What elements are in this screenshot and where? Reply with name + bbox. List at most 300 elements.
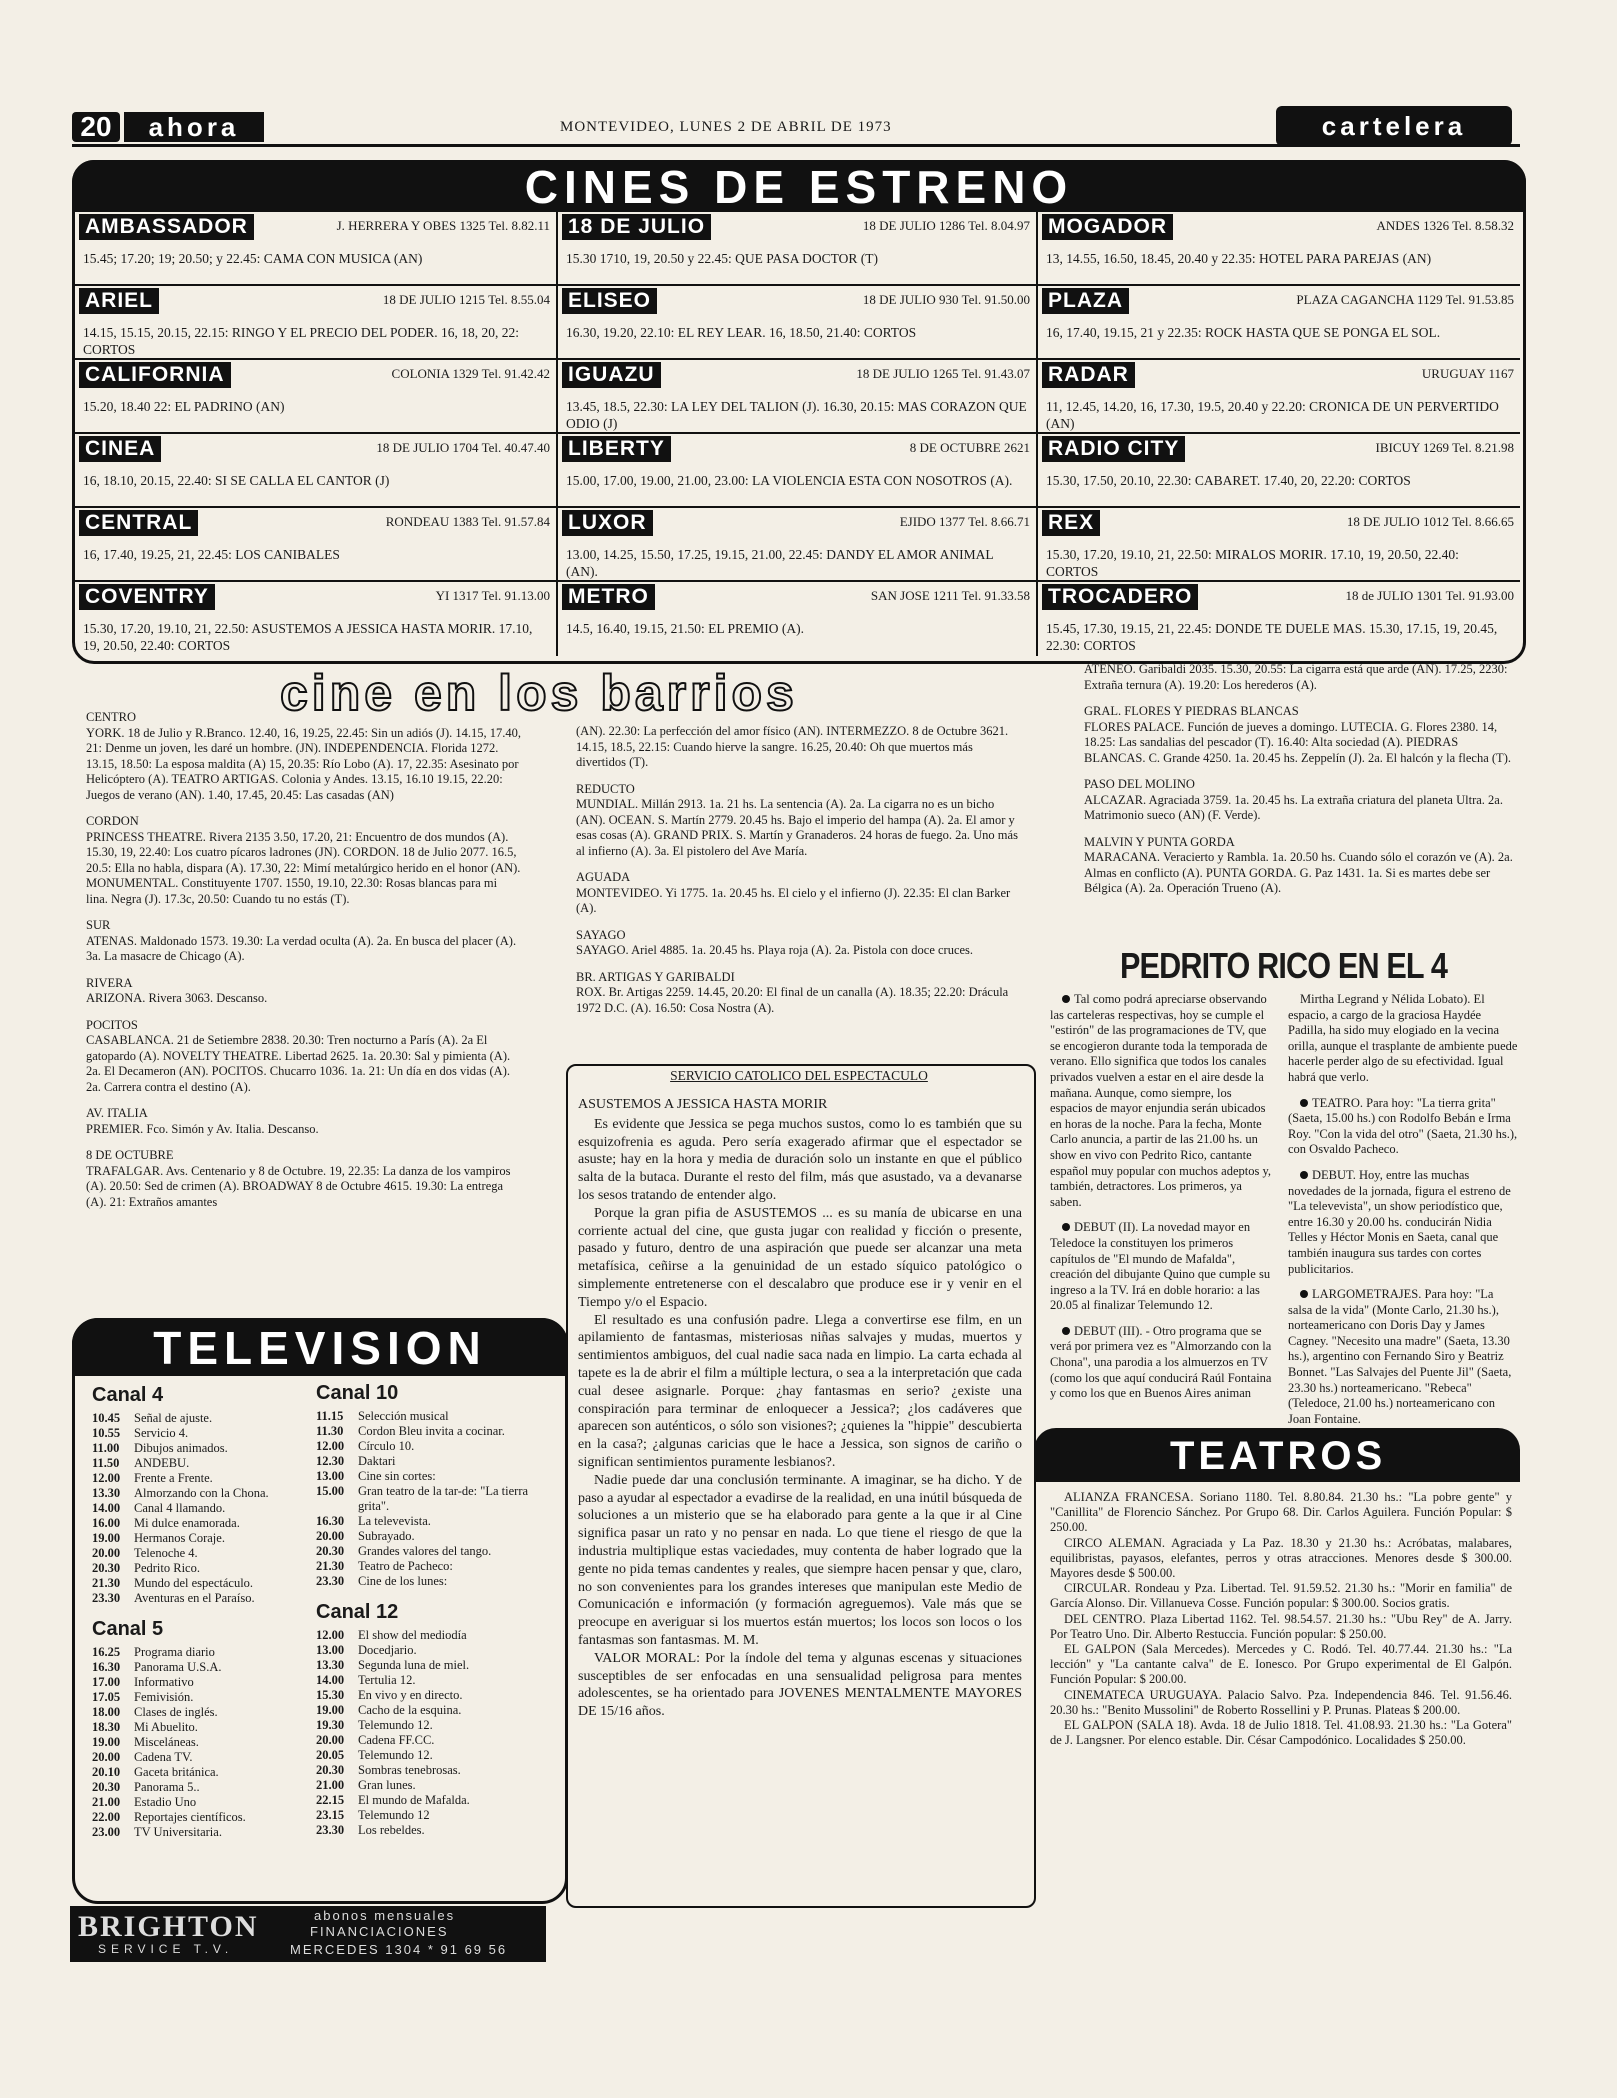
- cinema-name: ARIEL: [79, 288, 159, 314]
- barrio-listings: (AN). 22.30: La perfección del amor físico (AN). INTERMEZZO. 8 de Octubre 3621. 14.15, 18.5, 22.15: Cuando hierve la sangre. 16.25, 20.40: Oh que muertos más divertidos (T).: [576, 724, 1009, 769]
- tv-time: 22.00: [92, 1810, 121, 1824]
- tv-program: Hermanos Coraje.: [134, 1531, 225, 1545]
- tv-program: Cadena TV.: [134, 1750, 193, 1764]
- tv-time: 20.00: [92, 1750, 121, 1764]
- pedrito-text: DEBUT (III). - Otro programa que se verá por primera vez es "Almorzando con la Chona", una parodia a los almuerzos en TV (como los que aquí conducirá Raúl Fontaina y como los que en Buenos Aires animan: [1050, 1323, 1272, 1401]
- tv-program-row: [316, 1409, 552, 1424]
- tv-program-row: [92, 1675, 302, 1690]
- cinema-address: IBICUY 1269 Tel. 8.21.98: [1375, 440, 1514, 455]
- tv-program: Misceláneas.: [134, 1735, 199, 1749]
- cinema-showtimes: 15.30, 17.20, 19.10, 21, 22.50: MIRALOS MORIR. 17.10, 19, 20.50, 22.40: CORTOS: [1046, 547, 1459, 579]
- tv-program: Gaceta británica.: [134, 1765, 219, 1779]
- tv-time: 23.00: [92, 1825, 121, 1839]
- tv-program-row: [92, 1591, 302, 1606]
- brighton-name: BRIGHTON: [78, 1910, 259, 1943]
- barrio-entry: [86, 1106, 522, 1137]
- tv-column-left: [92, 1380, 302, 1840]
- brighton-sub: SERVICE T.V.: [98, 1942, 234, 1956]
- barrios-title: cine en los barrios: [280, 665, 798, 721]
- cinema-cell: [75, 508, 558, 582]
- barrio-listings: ATENAS. Maldonado 1573. 19.30: La verdad oculta (A). 2a. En busca del placer (A). 3a. La masacre de Chicago (A).: [86, 933, 517, 963]
- barrio-entry: [576, 724, 1020, 771]
- cinema-cell: [75, 434, 558, 508]
- tv-program-row: [92, 1780, 302, 1795]
- tv-time: 11.30: [316, 1424, 344, 1438]
- tv-time: 13.30: [316, 1658, 345, 1672]
- pedrito-column-left: [1050, 992, 1274, 1412]
- cinema-address: RONDEAU 1383 Tel. 91.57.84: [385, 514, 550, 529]
- barrio-listings: YORK. 18 de Julio y R.Branco. 12.40, 16, 19.25, 22.45: Sin un adiós (J). 14.15, 17.40, 21: Denme un joven, les daré un hombre. (JN). INDEPENDENCIA. Florida 1272. 13.15, 18.50: La esposa maldita (A) 15, 20.35: Río Lobo (A). 17, 22.35: Asesinato por Helicóptero (A). TEATRO ARTIGAS. Colonia y Andes. 13.15, 16.10 19.15, 22.20: Juegos de verano (AN). 1.40, 17.45, 20.45: Las casadas (AN): [86, 725, 522, 802]
- tv-program: Dibujos animados.: [134, 1441, 228, 1455]
- cinema-cell: [75, 360, 558, 434]
- tv-time: 16.30: [92, 1660, 121, 1674]
- tv-program: Programa diario: [134, 1645, 215, 1659]
- cinema-address: J. HERRERA Y OBES 1325 Tel. 8.82.11: [336, 218, 550, 233]
- cinema-name: CENTRAL: [79, 510, 198, 536]
- cinema-name: TROCADERO: [1042, 584, 1198, 610]
- estreno-title: CINES DE ESTRENO: [72, 160, 1526, 212]
- barrio-heading: MALVIN Y PUNTA GORDA: [1084, 834, 1235, 849]
- tv-program-row: [316, 1673, 552, 1688]
- tv-program: Daktari: [358, 1454, 396, 1468]
- cinema-cell: [558, 508, 1038, 582]
- cinema-name: IGUAZU: [562, 362, 661, 388]
- cinema-address: 18 DE JULIO 1286 Tel. 8.04.97: [862, 218, 1030, 233]
- cinema-showtimes: 15.30, 17.20, 19.10, 21, 22.50: ASUSTEMOS A JESSICA HASTA MORIR. 17.10, 19, 20.50, 22.40: CORTOS: [83, 621, 533, 653]
- tv-time: 17.05: [92, 1690, 121, 1704]
- barrios-column-3: [1084, 662, 1520, 908]
- catolico-paragraph: El resultado es una confusión padre. Llega a convertirse ese film, en un apilamiento de fantasmas, misteriosas niñas salvajes y mudas, muertos y sentimientos ambiguos, del cual nadie saca nada en limpio. La carta echada al tapete es la de abrir el film a múltiple lectura, o sea a la interpretación que cada cual desee asignarle. Porque: ¿hay fantasmas en serio? ¿existe una conspiración para terminar de enloquecer a Jessica?; ¿los cadáveres que aparecen son auténticos, o sólo son visiones?; ¿quienes la "hippie" descubierta en la casa?; ¿algunas caricias que le hace a Jessica, son signos de cariño o significan sentimientos puramente lesbianos?.: [578, 1312, 1022, 1470]
- pedrito-paragraph: [1050, 992, 1274, 1210]
- tv-program: Mi dulce enamorada.: [134, 1516, 240, 1530]
- bullet-icon: [1300, 1290, 1308, 1298]
- barrio-entry: [1084, 777, 1520, 824]
- cinema-cell: [1038, 508, 1520, 582]
- tv-program-row: [92, 1795, 302, 1810]
- bullet-icon: [1300, 1171, 1308, 1179]
- teatros-list: [1050, 1490, 1512, 1748]
- tv-program-row: [92, 1735, 302, 1750]
- cinema-address: 18 DE JULIO 1012 Tel. 8.66.65: [1346, 514, 1514, 529]
- tv-program-row: [316, 1529, 552, 1544]
- barrio-listings: FLORES PALACE. Función de jueves a domingo. LUTECIA. G. Flores 2380. 14, 18.25: Las sandalias del pescador (T). 16.40: Alta sociedad (A). PIEDRAS BLANCAS. C. Grande 4250. 1a. 20.45 hs. Zeppelín (J). 2a. El halcón y la flecha (T).: [1084, 719, 1511, 765]
- barrio-heading: CENTRO: [86, 710, 136, 724]
- tv-program: Telemundo 12.: [358, 1718, 433, 1732]
- tv-program-row: [316, 1733, 552, 1748]
- pedrito-text: TEATRO. Para hoy: "La tierra grita" (Saeta, 15.00 hs.) con Rodolfo Bebán e Irma Roy. "Con la vida del otro" (Saeta, 21.30 hs.), con Osvaldo Pacheco.: [1288, 1095, 1518, 1157]
- tv-time: 16.30: [316, 1514, 345, 1528]
- barrio-entry: [1084, 704, 1520, 766]
- cinema-address: YI 1317 Tel. 91.13.00: [435, 588, 550, 603]
- tv-program: Segunda luna de miel.: [358, 1658, 470, 1672]
- cinema-cell: [1038, 434, 1520, 508]
- tv-program: Clases de inglés.: [134, 1705, 218, 1719]
- teatro-entry: CIRCO ALEMAN. Agraciada y La Paz. 18.30 y 21.30 hs.: Acróbatas, malabares, equilibristas, payasos, elefantes, perros y otras atracciones. Menores desde $ 300.00. Mayores desde $ 500.00.: [1050, 1535, 1512, 1581]
- tv-time: 13.30: [92, 1486, 121, 1500]
- barrio-heading: GRAL. FLORES Y PIEDRAS BLANCAS: [1084, 704, 1299, 718]
- tv-program: Gran lunes.: [358, 1778, 416, 1792]
- tv-program: TV Universitaria.: [134, 1825, 222, 1839]
- tv-program-row: [316, 1703, 552, 1718]
- cinema-name: COVENTRY: [79, 584, 215, 610]
- issue-date: MONTEVIDEO, LUNES 2 DE ABRIL DE 1973: [560, 119, 892, 135]
- tv-program-row: [316, 1793, 552, 1808]
- canal12-heading: Canal 12: [316, 1601, 399, 1623]
- tv-program-row: [316, 1514, 552, 1529]
- tv-time: 20.30: [316, 1763, 345, 1777]
- tv-program-row: [92, 1546, 302, 1561]
- cinema-address: PLAZA CAGANCHA 1129 Tel. 91.53.85: [1296, 292, 1514, 307]
- pedrito-paragraph: [1288, 992, 1518, 1086]
- tv-time: 21.00: [92, 1795, 121, 1809]
- pedrito-paragraph: [1050, 1324, 1274, 1402]
- tv-program: Informativo: [134, 1675, 194, 1689]
- tv-program: Señal de ajuste.: [134, 1411, 213, 1425]
- tv-time: 16.25: [92, 1645, 121, 1659]
- cinema-showtimes: 15.45; 17.20; 19; 20.50; y 22.45: CAMA CON MUSICA (AN): [83, 251, 423, 266]
- tv-program: Los rebeldes.: [358, 1823, 425, 1837]
- tv-program-row: [316, 1823, 552, 1838]
- bullet-icon: [1062, 1223, 1070, 1231]
- tv-time: 19.00: [316, 1703, 345, 1717]
- tv-time: 17.00: [92, 1675, 121, 1689]
- tv-program-row: [316, 1658, 552, 1673]
- tv-program-row: [92, 1645, 302, 1660]
- barrio-entry: [86, 710, 522, 803]
- barrio-entry: [576, 928, 1020, 959]
- pedrito-text: DEBUT (II). La novedad mayor en Teledoce la constituyen los primeros capítulos de "El mundo de Mafalda", creación del dibujante Quino que cumple su ingreso a la TV. Irá en doble horario: a las 20.05 al finalizar Telemundo 12.: [1050, 1220, 1271, 1313]
- cinema-name: REX: [1042, 510, 1100, 536]
- catolico-paragraph: VALOR MORAL: Por la índole del tema y algunas escenas y situaciones susceptibles de ser enfocadas en una sensualidad peligrosa para mentes adolescentes, se ha orientado para JOVENES MENTALMENTE MAYORES DE 15/16 años.: [578, 1650, 1022, 1720]
- tv-program-row: [316, 1469, 552, 1484]
- catolico-paragraphs: [578, 1116, 1022, 1721]
- tv-time: 20.30: [92, 1561, 121, 1575]
- tv-time: 18.30: [92, 1720, 121, 1734]
- barrio-entry: [576, 970, 1020, 1017]
- tv-program: Telemundo 12.: [358, 1748, 433, 1762]
- cinema-showtimes: 13, 14.55, 16.50, 18.45, 20.40 y 22.35: HOTEL PARA PAREJAS (AN): [1046, 251, 1432, 266]
- header-rule: [72, 144, 1520, 147]
- barrio-listings: MARACANA. Veracierto y Rambla. 1a. 20.50 hs. Cuando sólo el corazón ve (A). 2a. Almas en conflicto (A). PUNTA GORDA. G. Paz 1431. 1a. Si es martes debe ser Bélgica (A). 2a. Operación Trueno (A).: [1084, 850, 1513, 895]
- tv-time: 19.30: [316, 1718, 345, 1732]
- barrio-entry: [86, 976, 522, 1007]
- tv-program-row: [92, 1765, 302, 1780]
- barrio-listings: ROX. Br. Artigas 2259. 14.45, 20.20: El final de un canalla (A). 18.35; 22.20: Drácula 1972 D.C. (A). 16.50: Cosa Nostra (A).: [576, 985, 1009, 1015]
- tv-time: 23.30: [92, 1591, 121, 1605]
- canal5-list: [92, 1645, 302, 1840]
- cinema-cell: [558, 582, 1038, 656]
- brighton-line-2: FINANCIACIONES: [310, 1924, 449, 1939]
- tv-time: 20.00: [92, 1546, 121, 1560]
- tv-column-right: [316, 1378, 552, 1838]
- tv-program: Aventuras en el Paraíso.: [134, 1591, 255, 1605]
- cinema-address: 18 DE JULIO 1704 Tel. 40.47.40: [376, 440, 550, 455]
- barrio-entry: [576, 782, 1020, 860]
- pedrito-text: Tal como podrá apreciarse observando las carteleras respectivas, hoy se cumple el "estirón" de las programaciones de TV, que se encogieron durante toda la temporada de verano. Ello significa que todos los canales privados vuelven a estar en el aire desde la mañana. Aunque, como siempre, los espacios de mayor enjundia serán ubicados en horas de la noche. Para la fecha, Monte Carlo anuncia, a partir de las 21.00 hs. un show en vivo con Pedrito Rico, cantante español muy popular con muchos adeptos y, también, detractores. Los primeros, ya saben.: [1050, 992, 1272, 1209]
- tv-program-row: [316, 1544, 552, 1559]
- barrio-entry: [86, 1018, 522, 1096]
- tv-program: Reportajes científicos.: [134, 1810, 246, 1824]
- cinema-name: RADIO CITY: [1042, 436, 1185, 462]
- tv-time: 14.00: [316, 1673, 345, 1687]
- tv-program: Cordon Bleu invita a cocinar.: [358, 1424, 505, 1438]
- tv-time: 13.00: [316, 1643, 345, 1657]
- tv-program: Cine sin cortes:: [358, 1469, 436, 1483]
- cinema-address: SAN JOSE 1211 Tel. 91.33.58: [870, 588, 1030, 603]
- tv-program-row: [92, 1501, 302, 1516]
- tv-program: Docedjario.: [358, 1643, 417, 1657]
- tv-program-row: [92, 1516, 302, 1531]
- barrio-heading: 8 DE OCTUBRE: [86, 1148, 174, 1162]
- tv-time: 23.15: [316, 1808, 345, 1822]
- canal12-list: [316, 1628, 552, 1838]
- cinema-name: PLAZA: [1042, 288, 1129, 314]
- tv-program-row: [316, 1628, 552, 1643]
- canal10-list: [316, 1409, 552, 1589]
- cinema-showtimes: 16.30, 19.20, 22.10: EL REY LEAR. 16, 18.50, 21.40: CORTOS: [566, 325, 917, 340]
- tv-time: 12.30: [316, 1454, 345, 1468]
- cinema-name: CALIFORNIA: [79, 362, 231, 388]
- television-title: TELEVISION: [72, 1318, 568, 1376]
- cinema-address: EJIDO 1377 Tel. 8.66.71: [899, 514, 1030, 529]
- cinema-showtimes: 15.30 1710, 19, 20.50 y 22.45: QUE PASA DOCTOR (T): [566, 251, 879, 266]
- tv-program-row: [316, 1643, 552, 1658]
- teatro-entry: ALIANZA FRANCESA. Soriano 1180. Tel. 8.80.84. 21.30 hs.: "La pobre gente" y "Canillita" de Florencio Sánchez. Por Grupo 68. Dir. Carlos Aguilera. Función Popular: $ 250.00.: [1050, 1490, 1512, 1535]
- tv-time: 10.45: [92, 1411, 121, 1425]
- barrio-listings: PRINCESS THEATRE. Rivera 2135 3.50, 17.20, 21: Encuentro de dos mundos (A). 15.30, 19, 22.40: Los cuatro pícaros ladrones (JN). CORDON. 18 de Julio 2077. 16.5, 20.5: Ella no habla, dispara (A). 17.30, 22: Mimí metalúrgico herido en el honor (AN). MONUMENTAL. Constituyente 1707. 1550, 19.10, 22.30: Rosas blancas para mi lina. Negra (J). 17.3c, 20.50: Cuando tu no estás (T).: [86, 829, 521, 906]
- cinema-address: URUGUAY 1167: [1421, 366, 1514, 381]
- cinema-showtimes: 14.5, 16.40, 19.15, 21.50: EL PREMIO (A).: [566, 621, 804, 636]
- tv-program-row: [316, 1559, 552, 1574]
- cinema-showtimes: 15.30, 17.50, 20.10, 22.30: CABARET. 17.40, 20, 22.20: CORTOS: [1046, 473, 1411, 488]
- barrio-listings: ARIZONA. Rivera 3063. Descanso.: [86, 991, 268, 1005]
- tv-time: 20.10: [92, 1765, 121, 1779]
- tv-program: Panorama 5..: [134, 1780, 200, 1794]
- pedrito-title: PEDRITO RICO EN EL 4: [1120, 945, 1448, 986]
- barrio-heading: SUR: [86, 918, 111, 932]
- pedrito-column-right: [1288, 992, 1518, 1437]
- cinema-showtimes: 16, 17.40, 19.25, 21, 22.45: LOS CANIBALES: [83, 547, 340, 562]
- tv-program-row: [92, 1441, 302, 1456]
- cinema-showtimes: 16, 18.10, 20.15, 22.40: SI SE CALLA EL CANTOR (J): [83, 473, 390, 488]
- tv-program-row: [316, 1808, 552, 1823]
- cinema-name: 18 DE JULIO: [562, 214, 711, 240]
- pedrito-text: Mirtha Legrand y Nélida Lobato). El espacio, a cargo de la graciosa Haydée Padilla, ha sido muy elogiado en la vecina orilla, aunque el trasplante de ambiente puede hacerle perder algo de su efectividad. Igual habrá que verlo.: [1288, 992, 1518, 1084]
- tv-program: Cadena FF.CC.: [358, 1733, 435, 1747]
- barrios-column-1: [86, 710, 522, 1221]
- tv-time: 10.55: [92, 1426, 121, 1440]
- barrios-column-2: [576, 724, 1020, 1027]
- tv-time: 23.30: [316, 1823, 345, 1837]
- tv-program-row: [92, 1750, 302, 1765]
- tv-program: Almorzando con la Chona.: [134, 1486, 269, 1500]
- pedrito-text: DEBUT. Hoy, entre las muchas novedades de la jornada, figura el estreno de "La televevista", un show periodístico que, entre 16.30 y 20.00 hs. conducirán Nidia Telles y Héctor Monis en Saeta, canal que también inaugura sus tardes con cortes publicitarios.: [1288, 1167, 1511, 1276]
- tv-program-row: [92, 1486, 302, 1501]
- tv-program-row: [316, 1763, 552, 1778]
- teatros-title: TEATROS: [1170, 1434, 1387, 1478]
- cinema-cell: [558, 360, 1038, 434]
- tv-program-row: [92, 1825, 302, 1840]
- cinema-cell: [1038, 286, 1520, 360]
- barrio-entry: [86, 814, 522, 907]
- pedrito-paragraph: [1050, 1220, 1274, 1314]
- tv-program: Canal 4 llamando.: [134, 1501, 226, 1515]
- brighton-line-3: MERCEDES 1304 * 91 69 56: [290, 1942, 508, 1957]
- barrio-listings: PREMIER. Fco. Simón y Av. Italia. Descanso.: [86, 1121, 319, 1136]
- cinema-name: AMBASSADOR: [79, 214, 254, 240]
- tv-program-row: [92, 1690, 302, 1705]
- tv-program: El mundo de Mafalda.: [358, 1793, 470, 1807]
- barrio-entry: [86, 1148, 522, 1210]
- barrio-heading: SAYAGO: [576, 927, 626, 942]
- canal5-heading: Canal 5: [92, 1618, 164, 1640]
- barrio-entry: [1084, 662, 1520, 693]
- tv-program-row: [316, 1424, 552, 1439]
- cinema-showtimes: 15.00, 17.00, 19.00, 21.00, 23.00: LA VIOLENCIA ESTA CON NOSOTROS (A).: [566, 473, 1013, 488]
- tv-program: Telenoche 4.: [134, 1546, 198, 1560]
- tv-program-row: [316, 1574, 552, 1589]
- tv-time: 12.00: [316, 1628, 345, 1642]
- barrio-entry: [1084, 835, 1520, 897]
- tv-time: 14.00: [92, 1501, 121, 1515]
- estreno-grid: [75, 212, 1523, 656]
- tv-program: ANDEBU.: [134, 1456, 190, 1470]
- tv-program: Gran teatro de la tar-de: "La tierra grita".: [358, 1484, 529, 1513]
- tv-program: Círculo 10.: [358, 1439, 415, 1453]
- catolico-paragraph: Es evidente que Jessica se pega muchos sustos, como lo es también que su esquizofrenia es aguda. Pero sería exagerado afirmar que el espectador se asuste; hay en la hora y media de duración solo un instante en que el público salta de la butaca. Durante el resto del film, más que asustado, va a devanarse los sesos tratando de entender algo.: [578, 1116, 1022, 1203]
- tv-program: Selección musical: [358, 1409, 449, 1423]
- tv-program: Estadio Uno: [134, 1795, 197, 1809]
- tv-program: Subrayado.: [358, 1529, 415, 1543]
- tv-program: Mundo del espectáculo.: [134, 1576, 254, 1590]
- tv-program: En vivo y en directo.: [358, 1688, 463, 1702]
- tv-time: 21.30: [316, 1559, 345, 1573]
- barrio-heading: BR. ARTIGAS Y GARIBALDI: [576, 969, 735, 984]
- tv-time: 21.00: [316, 1778, 345, 1792]
- barrio-heading: CORDON: [86, 814, 139, 828]
- barrio-entry: [576, 870, 1020, 917]
- tv-time: 16.00: [92, 1516, 121, 1530]
- cinema-address: 18 DE JULIO 1215 Tel. 8.55.04: [382, 292, 550, 307]
- tv-time: 21.30: [92, 1576, 121, 1590]
- pedrito-paragraph: [1288, 1096, 1518, 1158]
- catolico-body: [578, 1096, 1022, 1721]
- tv-program-row: [92, 1810, 302, 1825]
- barrio-listings: SAYAGO. Ariel 4885. 1a. 20.45 hs. Playa roja (A). 2a. Pistola con doce cruces.: [576, 943, 974, 957]
- tv-program-row: [92, 1705, 302, 1720]
- catolico-paragraph: Porque la gran pifia de ASUSTEMOS ... es su manía de ubicarse en una corriente actual del cine, que gusta jugar con realidad y ficción o presente, pasado y futuro, dentro de una aspiración que puede ser alcanzar una meta metafísica, ceñirse a la genuinidad de un estado síquico patológico o simplemente entretenerse con el descalabro que produce ese ir y venir en el Tiempo y/o el Espacio.: [578, 1205, 1022, 1310]
- teatro-entry: EL GALPON (Sala Mercedes). Mercedes y C. Rodó. Tel. 40.77.44. 21.30 hs.: "La lección" y "La cantante calva" de E. Ionesco. Por Grupo experimental de El Galpón. Función Popular: $ 200.00.: [1050, 1642, 1512, 1687]
- catolico-heading: SERVICIO CATOLICO DEL ESPECTACULO: [670, 1068, 928, 1083]
- cinema-cell: [1038, 212, 1520, 286]
- tv-time: 20.30: [316, 1544, 345, 1558]
- cinema-address: COLONIA 1329 Tel. 91.42.42: [391, 366, 550, 381]
- tv-time: 22.15: [316, 1793, 345, 1807]
- cinema-cell: [558, 434, 1038, 508]
- tv-time: 11.50: [92, 1456, 120, 1470]
- tv-program: Grandes valores del tango.: [358, 1544, 492, 1558]
- cinema-cell: [75, 212, 558, 286]
- cinema-showtimes: 16, 17.40, 19.15, 21 y 22.35: ROCK HASTA QUE SE PONGA EL SOL.: [1046, 325, 1441, 340]
- tv-program: La televevista.: [358, 1514, 431, 1528]
- barrio-listings: MUNDIAL. Millán 2913. 1a. 21 hs. La sentencia (A). 2a. La cigarra no es un bicho (AN). OCEAN. S. Martín 2779. 20.45 hs. Bajo el imperio del hampa (A). 2a. El amor y esas cosas (A). GRAND PRIX. S. Martín y Granaderos. 24 horas de fuego. 2a. Uno más al infierno (A). 3a. El pistolero del Ave María.: [576, 797, 1018, 858]
- tv-program: El show del mediodía: [358, 1628, 467, 1642]
- tv-time: 11.00: [92, 1441, 120, 1455]
- cinema-cell: [558, 286, 1038, 360]
- barrio-heading: AGUADA: [576, 870, 631, 884]
- tv-program-row: [316, 1454, 552, 1469]
- tv-time: 13.00: [316, 1469, 345, 1483]
- barrio-entry: [86, 918, 522, 965]
- bullet-icon: [1062, 995, 1070, 1003]
- tv-program-row: [92, 1660, 302, 1675]
- tv-time: 11.15: [316, 1409, 344, 1423]
- catolico-film: ASUSTEMOS A JESSICA HASTA MORIR: [578, 1097, 828, 1112]
- section-name: cartelera: [1276, 106, 1512, 146]
- tv-time: 15.30: [316, 1688, 345, 1702]
- tv-program: Pedrito Rico.: [134, 1561, 200, 1575]
- bullet-icon: [1300, 1099, 1308, 1107]
- tv-program: Frente a Frente.: [134, 1471, 213, 1485]
- cinema-name: LUXOR: [562, 510, 653, 536]
- cinema-name: CINEA: [79, 436, 161, 462]
- tv-program-row: [316, 1484, 552, 1514]
- tv-program: Femivisión.: [134, 1690, 194, 1704]
- tv-time: 20.05: [316, 1748, 345, 1762]
- tv-time: 23.30: [316, 1574, 345, 1588]
- tv-program: Mi Abuelito.: [134, 1720, 198, 1734]
- tv-program-row: [316, 1688, 552, 1703]
- barrio-listings: CASABLANCA. 21 de Setiembre 2838. 20.30: Tren nocturno a París (A). 2a El gatopardo (A). NOVELTY THEATRE. Libertad 2625. 1a. 20.30: Sal y pimienta (A). 2a. El Decameron (AN). POCITOS. Chucarro 1036. 1a. 21: Un día en dos vidas (A). 2a. Carrera contra el destino (A).: [86, 1033, 511, 1094]
- cinema-cell: [75, 582, 558, 656]
- barrio-heading: AV. ITALIA: [86, 1106, 148, 1120]
- tv-program-row: [92, 1531, 302, 1546]
- tv-program: Servicio 4.: [134, 1426, 189, 1440]
- tv-program: Cacho de la esquina.: [358, 1703, 462, 1717]
- cinema-name: RADAR: [1042, 362, 1135, 388]
- tv-time: 20.00: [316, 1529, 345, 1543]
- cinema-address: 18 DE JULIO 930 Tel. 91.50.00: [862, 292, 1030, 307]
- canal4-heading: Canal 4: [92, 1384, 164, 1406]
- barrio-listings: MONTEVIDEO. Yi 1775. 1a. 20.45 hs. El cielo y el infierno (J). 22.35: El clan Barker (A).: [576, 885, 1011, 915]
- cinema-name: MOGADOR: [1042, 214, 1173, 240]
- teatro-entry: DEL CENTRO. Plaza Libertad 1162. Tel. 98.54.57. 21.30 hs.: "Ubu Rey" de A. Jarry. Por Teatro Uno. Dir. Alberto Restuccia. Función popular: $ 250.00.: [1050, 1611, 1512, 1641]
- tv-program-row: [92, 1456, 302, 1471]
- cinema-showtimes: 14.15, 15.15, 20.15, 22.15: RINGO Y EL PRECIO DEL PODER. 16, 18, 20, 22: CORTOS: [83, 325, 519, 357]
- tv-program-row: [316, 1778, 552, 1793]
- tv-time: 12.00: [316, 1439, 345, 1453]
- cinema-name: METRO: [562, 584, 655, 610]
- brighton-line-1: abonos mensuales: [314, 1908, 456, 1923]
- tv-program: Teatro de Pacheco:: [358, 1559, 453, 1573]
- barrio-listings: ATENEO. Garibaldi 2035. 15.30, 20.55: La cigarra está que arde (AN). 17.25, 2230: Extraña ternura (A). 19.20: Los herederos (A).: [1084, 662, 1508, 692]
- barrio-listings: TRAFALGAR. Avs. Centenario y 8 de Octubre. 19, 22.35: La danza de los vampiros (A). 20.50: Sed de crimen (A). BROADWAY 8 de Octubre 4615. 19.30: La entrega (A). 21: Extraños amantes: [86, 1163, 511, 1209]
- cinema-cell: [1038, 582, 1520, 656]
- catolico-paragraph: Nadie puede dar una conclusión terminante. A imaginar, se ha dicho. Y de paso a ayudar al espectador a evadirse de la realidad, en una inútil búsqueda de soluciones a un misterio que se ha elaborado para gente a la que ir al Cine significa pasar un rato y no pensar en nada. Lo que tiene el riesgo de que la industria multiplique estas vaciedades, muy contenta de haber logrado que la gente no pida temas candentes y reales, que siempre hacen pensar y que, claro, no son convenientes para los grandes intereses que manipulan este Medio de Comunicación e información (y formación agreguemos). Vale más que se preocupe en averiguar si los muertos están muertos; los locos son locos o los fantasmas son fantasmas. M. M.: [578, 1472, 1022, 1648]
- tv-program-row: [92, 1411, 302, 1426]
- tv-time: 19.00: [92, 1735, 121, 1749]
- tv-program-row: [316, 1439, 552, 1454]
- barrio-heading: RIVERA: [86, 975, 133, 990]
- tv-time: 20.30: [92, 1780, 121, 1794]
- pedrito-text: LARGOMETRAJES. Para hoy: "La salsa de la vida" (Monte Carlo, 21.30 hs.), norteamericano con Doris Day y James Cagney. "Necesito una madre" (Saeta, 13.30 hs.), argentino con Fernando Siro y Beatriz Bonnet. "Las Salvajes del Puente Jil" (Saeta, 23.30 hs.) norteamericano. "Rebeca" (Teledoce, 21.00 hs.) norteamericano con Joan Fontaine.: [1288, 1287, 1512, 1426]
- tv-time: 19.00: [92, 1531, 121, 1545]
- cinema-showtimes: 13.00, 14.25, 15.50, 17.25, 19.15, 21.00, 22.45: DANDY EL AMOR ANIMAL (AN).: [566, 547, 994, 579]
- bullet-icon: [1062, 1327, 1070, 1335]
- barrio-heading: REDUCTO: [576, 781, 635, 796]
- cinema-address: ANDES 1326 Tel. 8.58.32: [1376, 218, 1514, 233]
- cinema-address: 18 de JULIO 1301 Tel. 91.93.00: [1345, 588, 1514, 603]
